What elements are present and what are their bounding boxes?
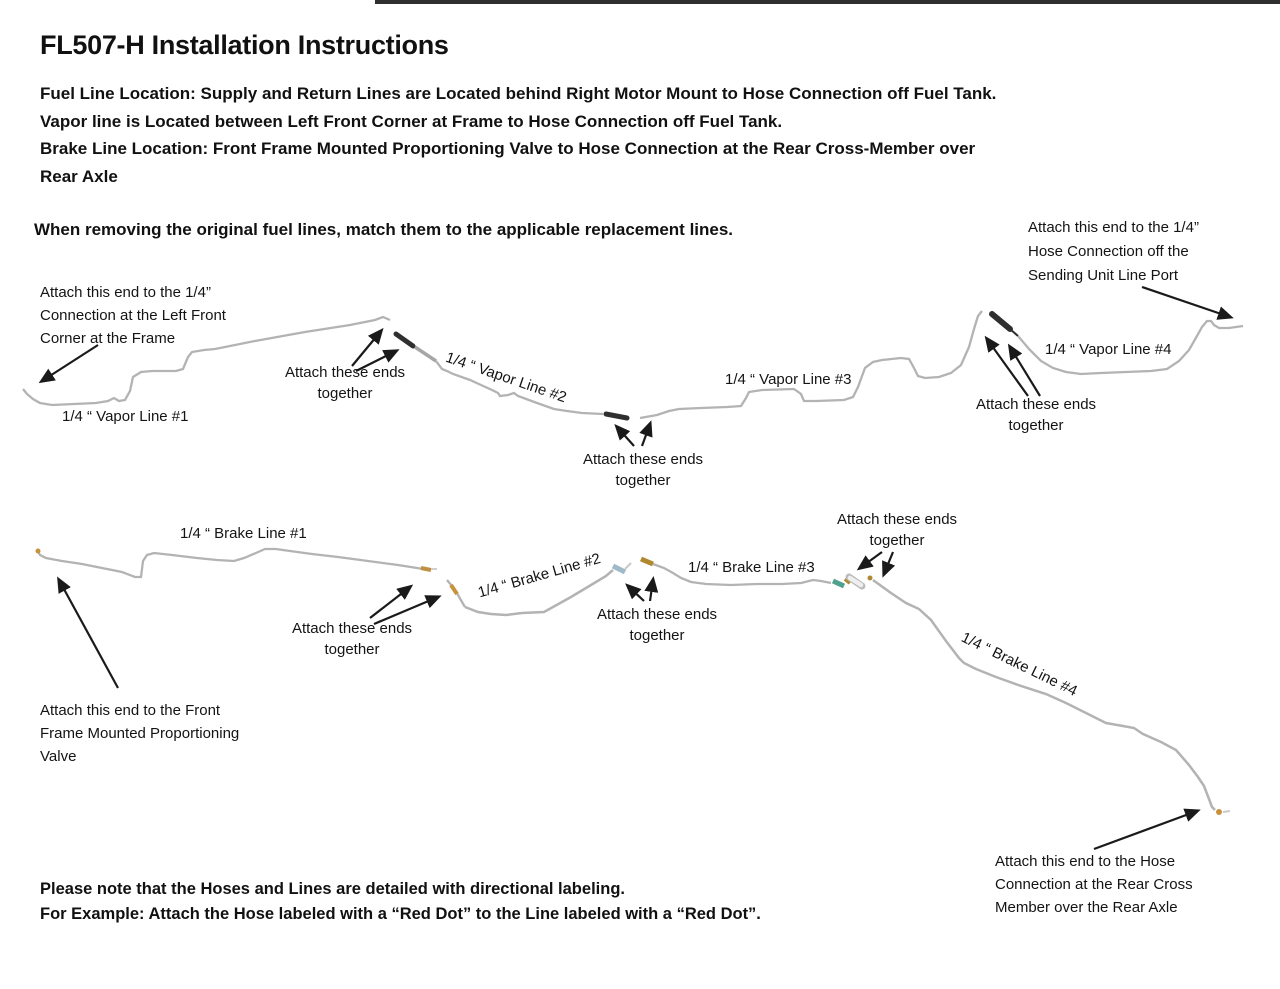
vapor-line-1-label: 1/4 “ Vapor Line #1 — [62, 408, 189, 425]
callout-arrow-brake-join12-a — [370, 587, 410, 618]
brake-line-2-end-fitting — [613, 566, 625, 572]
vapor-right-callout: Attach this end to the 1/4” Hose Connection off the Sending Unit Line Port — [1028, 219, 1199, 284]
brake-line-1-label: 1/4 “ Brake Line #1 — [180, 525, 307, 542]
callout-arrow-brake-join23-a — [628, 586, 644, 601]
location-description — [40, 80, 996, 190]
brake-line-2-start-fitting — [451, 585, 457, 594]
vapor-hose-joint-3-dark — [992, 314, 1010, 329]
brake-line-4-label: 1/4 “ Brake Line #4 — [958, 629, 1080, 700]
callout-arrow-brake-left — [59, 580, 118, 688]
brake-join12-callout: Attach these ends together — [291, 620, 413, 658]
brake-line-4-end-fitting — [1216, 809, 1222, 815]
location-line-fuel: Fuel Line Location: Supply and Return Lines are Located behind Right Motor Mount to Hose Connection off Fuel Tank. — [40, 84, 997, 103]
vapor-line-3-label: 1/4 “ Vapor Line #3 — [725, 371, 852, 388]
brake-line-1 — [37, 549, 424, 577]
brake-line-1-left-fitting — [36, 549, 41, 554]
location-line-rear-axle: Rear Axle — [40, 166, 118, 186]
brake-line-3-start-fitting — [641, 559, 653, 564]
brake-right-callout: Attach this end to the Hose Connection at the Rear Cross Member over the Rear Axle — [995, 853, 1193, 916]
brake-line-1-right-fitting — [421, 568, 431, 570]
callout-arrow-vapor-left — [42, 345, 98, 381]
brake-line-2-label: 1/4 “ Brake Line #2 — [476, 550, 603, 602]
brake-line-4-start-fitting — [868, 576, 873, 581]
vapor-join23-callout: Attach these ends together — [582, 451, 704, 489]
brake-line-3-end-barrel — [850, 578, 861, 585]
brake-join34-callout: Attach these ends together — [836, 511, 958, 549]
vapor-line-4-label: 1/4 “ Vapor Line #4 — [1045, 341, 1172, 358]
callout-arrow-vapor-join23-b — [642, 424, 650, 446]
brake-join23-callout: Attach these ends together — [596, 606, 718, 644]
vapor-hose-joint-1-gray — [415, 347, 436, 361]
callout-arrow-vapor-join23-a — [617, 427, 634, 446]
vapor-join12-callout: Attach these ends together — [284, 364, 406, 402]
callout-arrow-vapor-right — [1142, 287, 1230, 317]
vapor-join34-callout: Attach these ends together — [975, 396, 1097, 434]
brake-left-callout: Attach this end to the Front Frame Mounted Proportioning Valve — [40, 702, 240, 765]
callout-arrow-brake-join34-b — [884, 552, 893, 574]
callout-arrow-brake-join23-b — [650, 580, 653, 601]
location-line-vapor: Vapor line is Located between Left Front Corner at Frame to Hose Connection off Fuel Tank. — [40, 111, 783, 131]
callout-arrow-brake-right — [1094, 811, 1197, 849]
callout-arrow-brake-join34-a — [860, 552, 882, 568]
matching-instruction: When removing the original fuel lines, match them to the applicable replacement lines. — [34, 220, 734, 239]
vapor-hose-joint-2-dark — [606, 414, 627, 418]
vapor-left-callout: Attach this end to the 1/4” Connection at the Left Front Corner at the Frame — [40, 284, 226, 347]
location-line-brake: Brake Line Location: Front Frame Mounted Proportioning Valve to Hose Connection at the Rear Cross-Member over — [40, 139, 976, 158]
brake-line-3-end-fitting-teal — [833, 581, 844, 586]
brake-line-2-end-tip — [625, 563, 631, 569]
vapor-hose-joint-3-tail — [1010, 329, 1018, 336]
page-title: FL507-H Installation Instructions — [40, 30, 449, 60]
footer-directional-note: Please note that the Hoses and Lines are detailed with directional labeling. For Example: Attach the Hose labeled with a “Red Dot” to the Line labeled with a “Red Dot”. — [40, 880, 761, 923]
brake-line-3-label: 1/4 “ Brake Line #3 — [688, 559, 815, 576]
vapor-line-3 — [640, 311, 982, 418]
brake-line-4 — [873, 580, 1215, 810]
vapor-hose-joint-1-dark — [396, 334, 413, 346]
brake-line-4-end-tail — [1223, 811, 1230, 812]
vapor-line-2-label: 1/4 “ Vapor Line #2 — [443, 349, 569, 407]
